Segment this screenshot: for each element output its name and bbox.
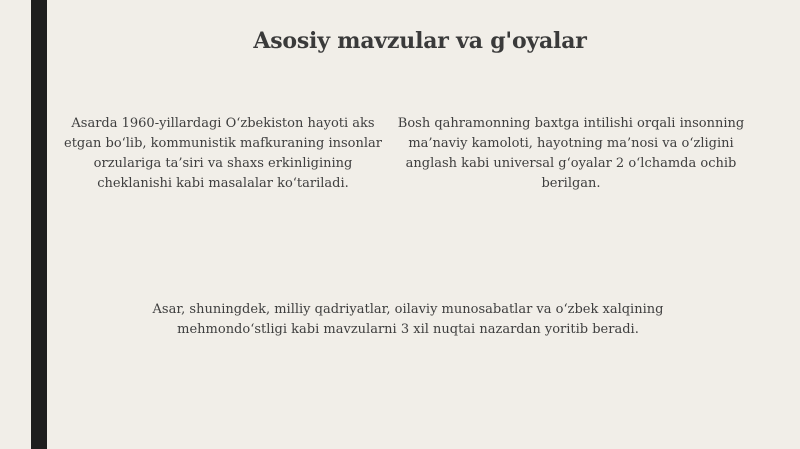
paragraph-left: Asarda 1960-yillardagi O‘zbekiston hayoti aks etgan bo‘lib, kommunistik mafkuraning insonlar orzulariga ta’siri va shaxs erkinligining cheklanishi kabi masalalar ko‘tariladi. [64, 116, 382, 191]
paragraph-bottom: Asar, shuningdek, milliy qadriyatlar, oilaviy munosabatlar va o‘zbek xalqining mehmondo‘stligi kabi mavzularni 3 xil nuqtai nazardan yoritib beradi. [152, 302, 664, 337]
accent-bar [31, 0, 47, 449]
paragraph-right: Bosh qahramonning baxtga intilishi orqali insonning ma’naviy kamoloti, hayotning ma’nosi va o‘zligini anglash kabi universal g‘oyalar 2 o‘lchamda ochib berilgan. [397, 116, 745, 191]
slide-title: Asosiy mavzular va g'oyalar [253, 28, 587, 54]
